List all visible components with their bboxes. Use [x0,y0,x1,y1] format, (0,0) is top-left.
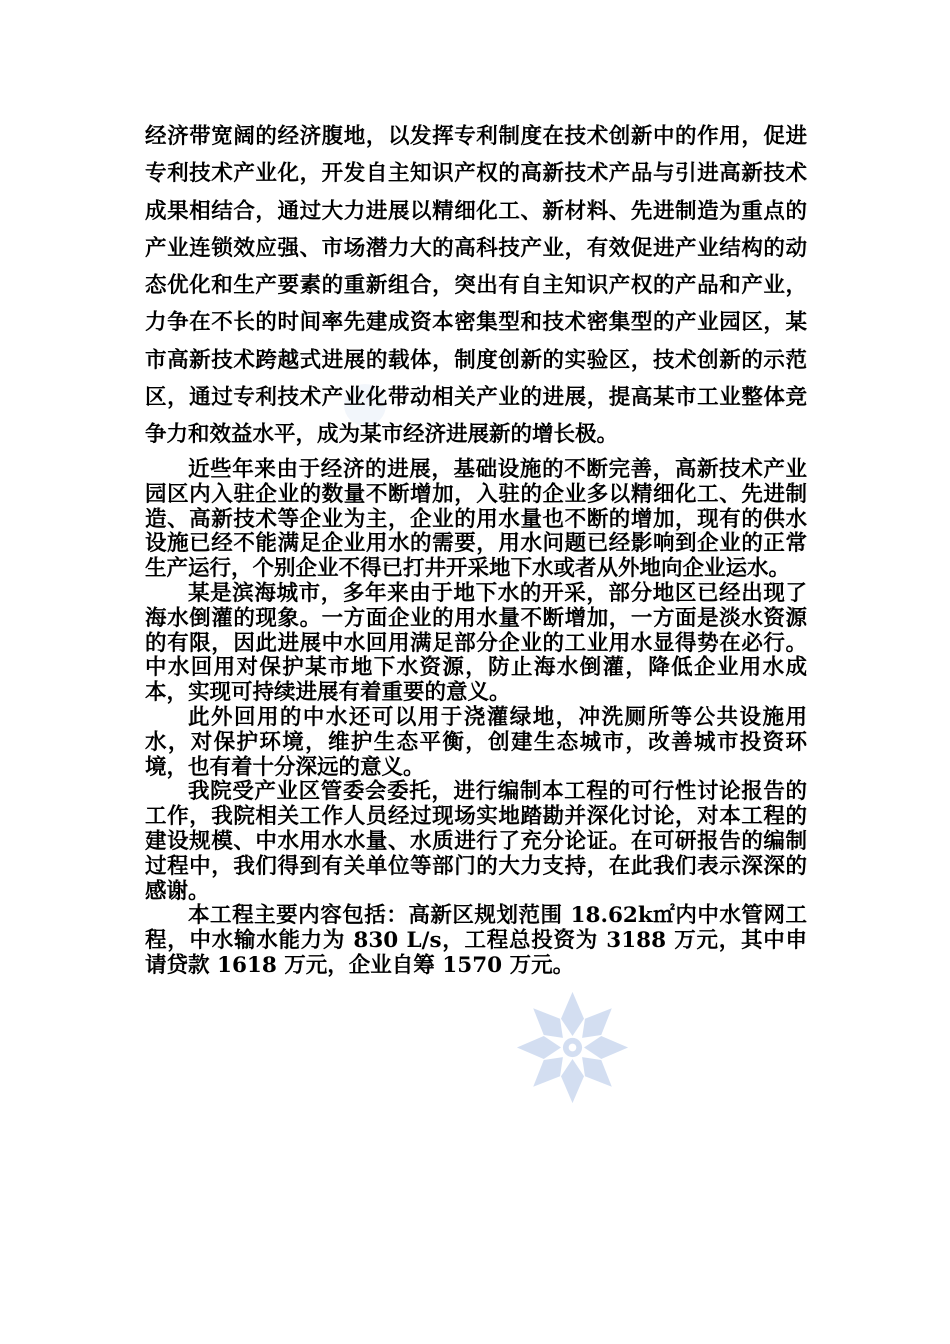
body-text [145,458,807,979]
paragraph-industrial-water-demand: 近些年来由于经济的进展，基础设施的不断完善，高新技术产业园区内入驻企业的数量不断增加，入驻的企业多以精细化工、先进制造、高新技术等企业为主，企业的用水量也不断的增加，现有的供水设施已经不能满足企业用水的需要，用水问题已经影响到企业的正常生产运行，个别企业不得已打井开采地下水或者从外地向企业运水。 [145,457,807,582]
paragraph-acknowledgement: 我院受产业区管委会委托，进行编制本工程的可行性讨论报告的工作，我院相关工作人员经过现场实地踏勘并深化讨论，对本工程的建设规模、中水用水水量、水质进行了充分论证。在可研报告的编制过程中，我们得到有关单位等部门的大力支持，在此我们表示深深的感谢。 [145,779,807,904]
paragraph-reclaimed-water-uses: 此外回用的中水还可以用于浇灌绿地，冲洗厕所等公共设施用水，对保护环境，维护生态平衡，创建生态城市，改善城市投资环境，也有着十分深远的意义。 [145,704,807,780]
paragraph-seawater-intrusion: 某是滨海城市，多年来由于地下水的开采，部分地区已经出现了海水倒灌的现象。一方面企业的用水量不断增加，一方面是淡水资源的有限，因此进展中水回用满足部分企业的工业用水显得势在必行。中水回用对保护某市地下水资源，防止海水倒灌，降低企业用水成本，实现可持续进展有着重要的意义。 [145,580,807,706]
snowflake-logo-watermark-icon [515,990,630,1105]
paragraph-project-scope: 本工程主要内容包括：高新区规划范围 18.62k㎡内中水管网工程，中水输水能力为 830 L/s，工程总投资为 3188 万元，其中申请贷款 1618 万元，企业自筹 1570 万元。 [145,903,807,978]
opening-paragraph: 经济带宽阔的经济腹地，以发挥专利制度在技术创新中的作用，促进专利技术产业化，开发自主知识产权的高新技术产品与引进高新技术成果相结合，通过大力进展以精细化工、新材料、先进制造为重点的产业连锁效应强、市场潜力大的高科技产业，有效促进产业结构的动态优化和生产要素的重新组合，突出有自主知识产权的产品和产业，力争在不长的时间率先建成资本密集型和技术密集型的产业园区，某市高新技术跨越式进展的载体，制度创新的实验区，技术创新的示范区，通过专利技术产业化带动相关产业的进展，提高某市工业整体竞争力和效益水平，成为某市经济进展新的增长极。 [145,124,807,448]
